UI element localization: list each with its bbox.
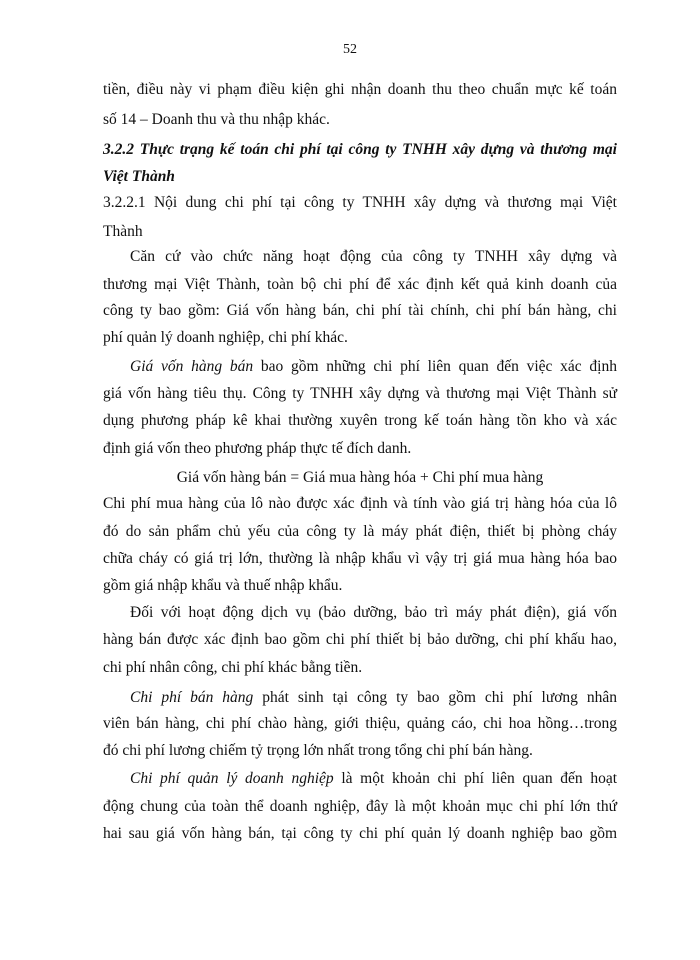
text-line: đó do sản phẩm chủ yếu của công ty là máy phát điện, thiết bị phòng cháy <box>103 523 617 540</box>
text-line: gồm giá nhập khẩu và thuế nhập khẩu. <box>103 577 343 594</box>
italic-term: Chi phí bán hàng <box>130 689 254 706</box>
text-line: chi phí nhân công, chi phí khác bằng tiền. <box>103 659 363 676</box>
formula: Giá vốn hàng bán = Giá mua hàng hóa + Chi phí mua hàng <box>176 469 544 486</box>
text-line: động chung của toàn thể doanh nghiệp, đây là một khoản mục chi phí lớn thứ <box>103 798 617 815</box>
text-line <box>130 769 617 789</box>
section-heading: 3.2.2 Thực trạng kế toán chi phí tại công ty TNHH xây dựng và thương mại <box>103 141 617 158</box>
text-line: công ty bao gồm: Giá vốn hàng bán, chi phí tài chính, chi phí bán hàng, chi <box>103 302 617 319</box>
text-line: số 14 – Doanh thu và thu nhập khác. <box>103 111 330 128</box>
text-line: Căn cứ vào chức năng hoạt động của công ty TNHH xây dựng và <box>130 248 617 265</box>
subsection-heading: 3.2.2.1 Nội dung chi phí tại công ty TNHH xây dựng và thương mại Việt <box>103 194 617 211</box>
text-line: Đối với hoạt động dịch vụ (bảo dưỡng, bảo trì máy phát điện), giá vốn <box>130 604 617 621</box>
subsection-heading: Thành <box>103 223 143 240</box>
text-line <box>130 688 617 708</box>
text-line: định giá vốn theo phương pháp thực tế đích danh. <box>103 440 412 457</box>
text-span: là một khoản chi phí liên quan đến hoạt <box>333 770 618 787</box>
text-line: chữa cháy có giá trị lớn, thường là nhập khẩu vì vậy trị giá mua hàng hóa bao <box>103 550 617 567</box>
text-span: bao gồm những chi phí liên quan đến việc xác định <box>253 358 617 375</box>
text-line: đó chi phí lương chiếm tỷ trọng lớn nhất trong tổng chi phí bán hàng. <box>103 742 533 759</box>
text-line <box>130 357 617 377</box>
text-line: giá vốn hàng tiêu thụ. Công ty TNHH xây dựng và thương mại Việt Thành sử <box>103 385 617 402</box>
text-line: viên bán hàng, chi phí chào hàng, giới thiệu, quảng cáo, chi hoa hồng…trong <box>103 715 617 732</box>
text-line: dụng phương pháp kê khai thường xuyên trong kế toán hàng tồn kho và xác <box>103 412 617 429</box>
text-line: phí quản lý doanh nghiệp, chi phí khác. <box>103 329 348 346</box>
text-line: hàng bán được xác định bao gồm chi phí thiết bị bảo dưỡng, chi phí khấu hao, <box>103 631 617 648</box>
section-heading: Việt Thành <box>103 168 175 185</box>
page-number: 52 <box>343 42 357 57</box>
text-line: Chi phí mua hàng của lô nào được xác định và tính vào giá trị hàng hóa của lô <box>103 495 617 512</box>
text-line: hai sau giá vốn hàng bán, tại công ty chi phí quản lý doanh nghiệp bao gồm <box>103 825 617 842</box>
text-line: tiền, điều này vi phạm điều kiện ghi nhận doanh thu theo chuẩn mực kế toán <box>103 81 617 98</box>
text-span: phát sinh tại công ty bao gồm chi phí lương nhân <box>253 689 617 706</box>
text-line: thương mại Việt Thành, toàn bộ chi phí để xác định kết quả kinh doanh của <box>103 276 617 293</box>
italic-term: Giá vốn hàng bán <box>130 358 254 375</box>
italic-term: Chi phí quản lý doanh nghiệp <box>130 770 334 787</box>
